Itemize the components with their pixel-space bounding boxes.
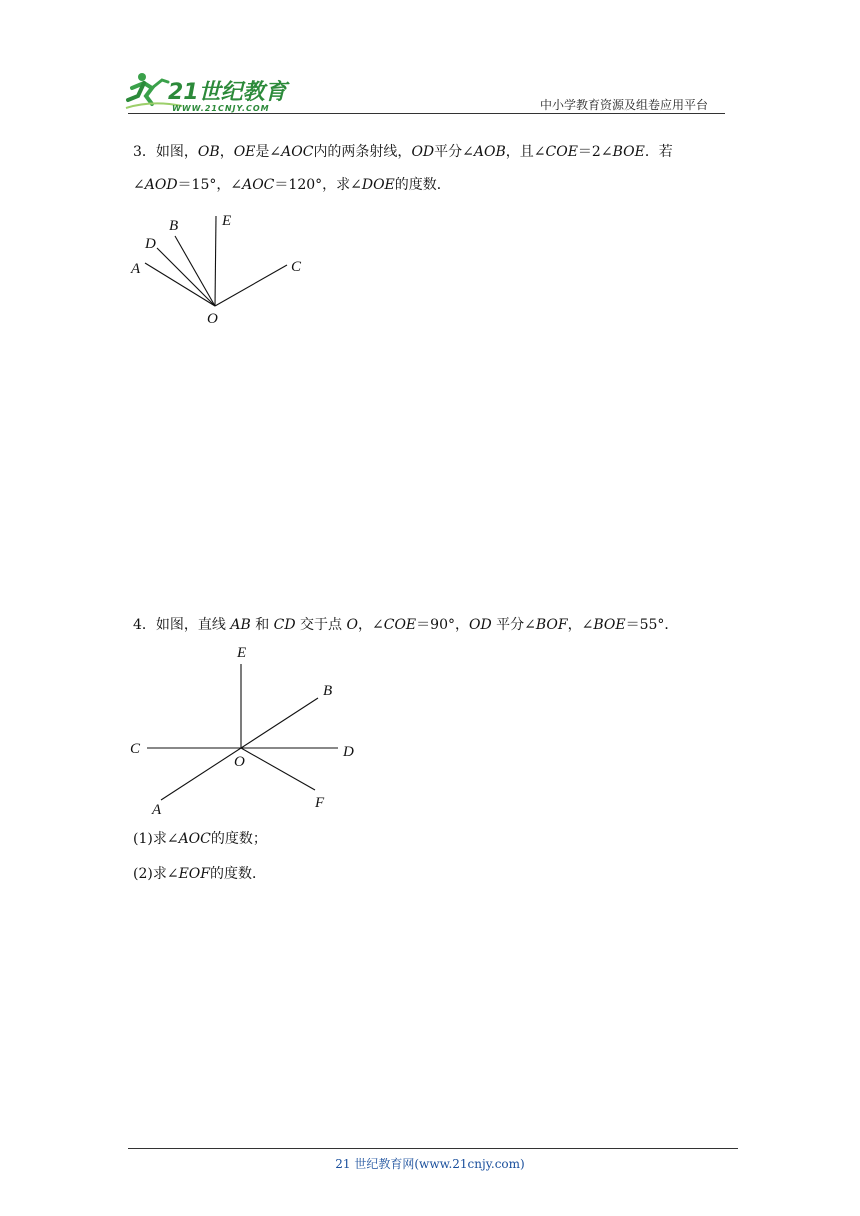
site-logo (122, 66, 292, 114)
ray-oe (215, 216, 216, 306)
label-b: B (169, 218, 179, 234)
label-a: A (131, 261, 141, 277)
label-e: E (222, 213, 232, 229)
label-e: E (237, 645, 247, 661)
ray-oc (215, 265, 287, 306)
logo-title: 21世纪教育 (168, 80, 287, 105)
q3-text-line2: ∠AOD＝15°，∠AOC＝120°，求∠DOE的度数． (133, 177, 451, 193)
q4-subquestion-2: (2)求∠EOF的度数． (133, 866, 266, 882)
label-a: A (152, 802, 162, 815)
ray-of (241, 748, 315, 790)
label-d: D (343, 744, 354, 760)
q3-text-line1: 3．如图，OB，OE是∠AOC内的两条射线，OD平分∠AOB，且∠COE＝2∠BOE．若 (133, 144, 673, 160)
label-f: F (315, 795, 325, 811)
label-o: O (234, 754, 245, 770)
q4-subquestion-1: (1)求∠AOC的度数； (133, 831, 267, 847)
ray-ob (175, 236, 215, 306)
q4-figure (125, 640, 360, 815)
footer-divider (128, 1148, 738, 1149)
header-divider (128, 113, 725, 114)
header-platform-text: 中小学教育资源及组卷应用平台 (540, 98, 709, 112)
ray-od (157, 248, 215, 306)
label-b: B (323, 683, 333, 699)
line-ab (161, 698, 318, 800)
logo-url: WWW.21CNJY.COM (172, 104, 270, 113)
label-o: O (207, 311, 218, 327)
q4-text-line1: 4．如图，直线 AB 和 CD 交于点 O，∠COE＝90°，OD 平分∠BOF，∠BOE＝55°． (133, 617, 679, 633)
ray-oa (145, 263, 215, 306)
q3-figure (125, 205, 315, 327)
label-c: C (291, 259, 302, 275)
label-c: C (130, 741, 141, 757)
footer-site-link[interactable]: 21 世纪教育网(www.21cnjy.com) (335, 1157, 525, 1171)
label-d: D (145, 236, 156, 252)
